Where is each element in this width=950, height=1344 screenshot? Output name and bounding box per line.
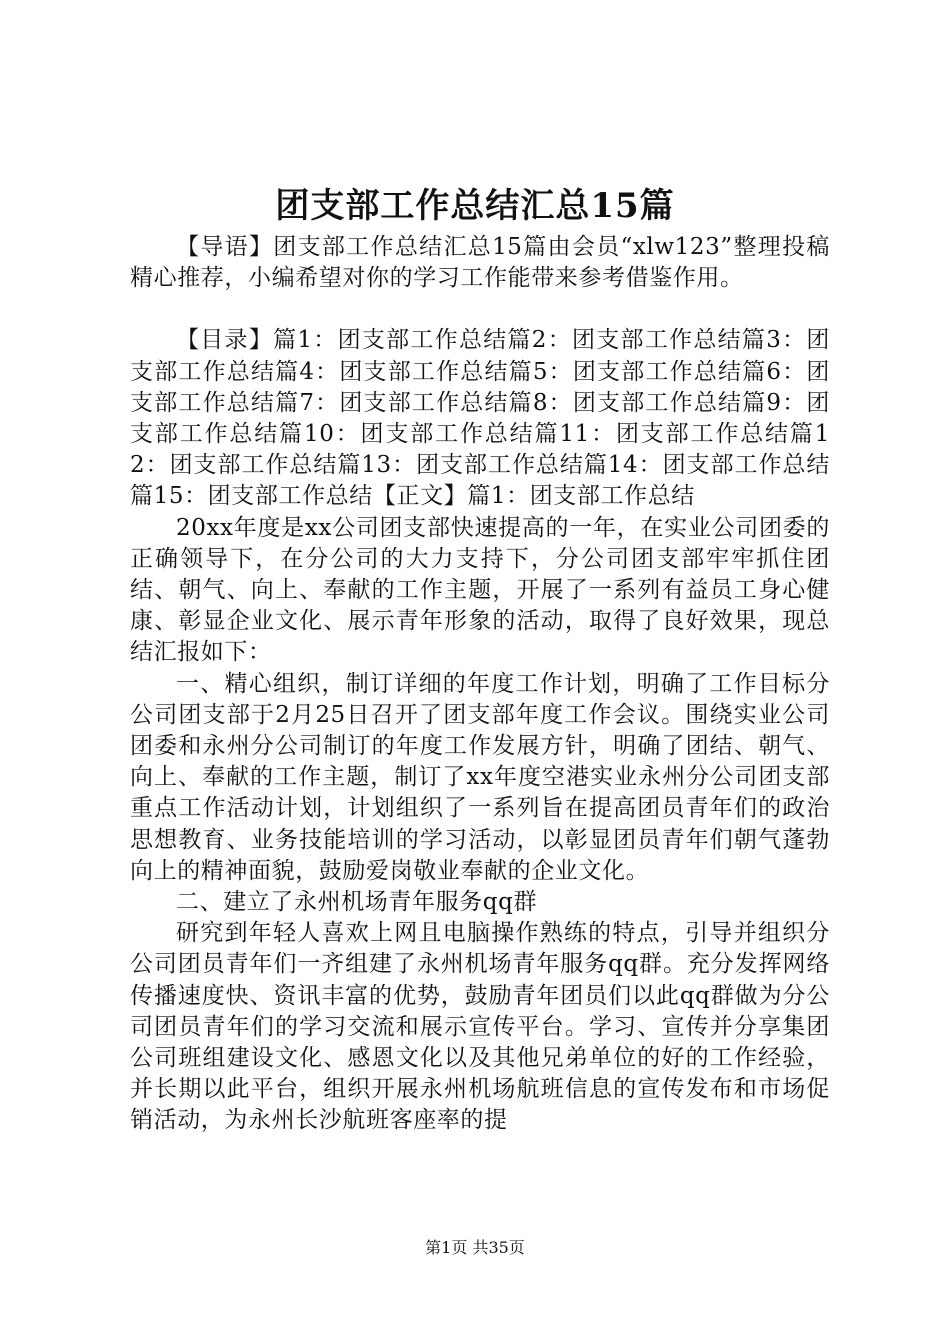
- section-heading: 二、建立了永州机场青年服务qq群: [176, 889, 538, 916]
- page-number-footer: 第1页 共35页: [425, 1238, 525, 1257]
- table-of-contents-paragraph: 【目录】篇1：团支部工作总结篇2：团支部工作总结篇3：团支部工作总结篇4：团支部工作总结篇5：团支部工作总结篇6：团支部工作总结篇7：团支部工作总结篇8：团支部工作总结篇9：团支部工作总结篇10：团支部工作总结篇11：团支部工作总结篇12：团支部工作总结篇13：团支部工作总结篇14：团支部工作总结篇15：团支部工作总结【正文】篇1：团支部工作总结: [130, 327, 830, 510]
- intro-paragraph: 【导语】团支部工作总结汇总15篇由会员“xlw123”整理投稿精心推荐，小编希望对你的学习工作能带来参考借鉴作用。: [130, 234, 830, 292]
- body-paragraph: 20xx年度是xx公司团支部快速提高的一年，在实业公司团委的正确领导下，在分公司的大力支持下，分公司团支部牢牢抓住团结、朝气、向上、奉献的工作主题，开展了一系列有益员工身心健康、彰显企业文化、展示青年形象的活动，取得了良好效果，现总结汇报如下：: [130, 514, 830, 666]
- document-title: 团支部工作总结汇总15篇: [275, 186, 675, 226]
- document-body: [130, 232, 830, 1137]
- body-paragraph: 一、精心组织，制订详细的年度工作计划，明确了工作目标分公司团支部于2月25日召开了团支部年度工作会议。围绕实业公司团委和永州分公司制订的年度工作发展方针，明确了团结、朝气、向上、奉献的工作主题，制订了xx年度空港实业永州分公司团支部重点工作活动计划，计划组织了一系列旨在提高团员青年们的政治思想教育、业务技能培训的学习活动，以彰显团员青年们朝气蓬勃向上的精神面貌，鼓励爱岗敬业奉献的企业文化。: [130, 670, 830, 884]
- body-paragraph: 研究到年轻人喜欢上网且电脑操作熟练的特点，引导并组织分公司团员青年们一齐组建了永州机场青年服务qq群。充分发挥网络传播速度快、资讯丰富的优势，鼓励青年团员们以此qq群做为分公司团员青年们的学习交流和展示宣传平台。学习、宣传并分享集团公司班组建设文化、感恩文化以及其他兄弟单位的好的工作经验，并长期以此平台，组织开展永州机场航班信息的宣传发布和市场促销活动，为永州长沙航班客座率的提: [130, 920, 830, 1134]
